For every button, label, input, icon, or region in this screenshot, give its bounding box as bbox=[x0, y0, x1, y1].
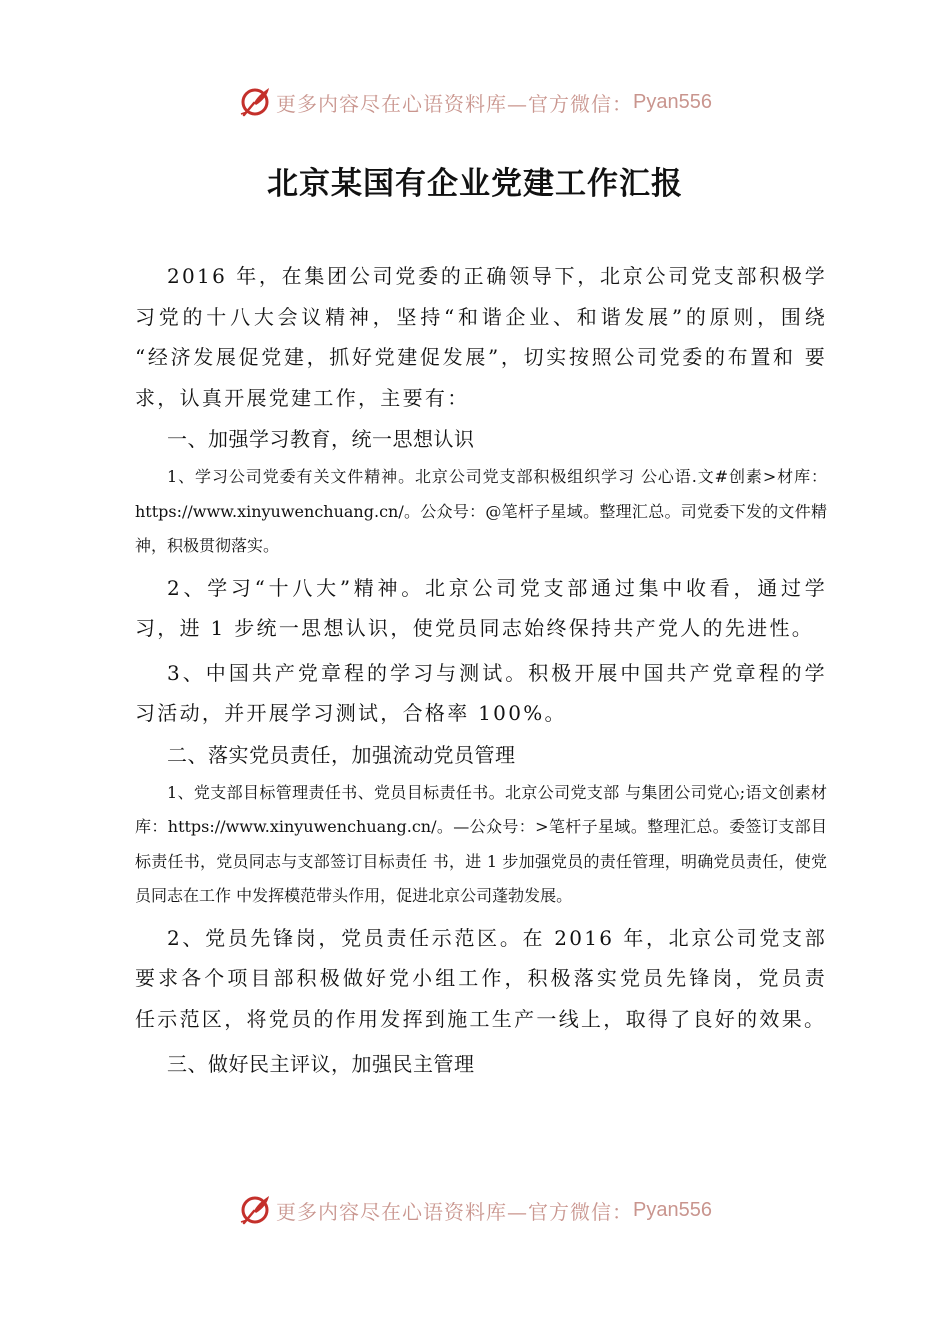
watermark-text: 更多内容尽在心语资料库—官方微信： bbox=[276, 91, 634, 116]
quill-logo-icon bbox=[238, 1193, 272, 1227]
document-title: 北京某国有企业党建工作汇报 bbox=[267, 166, 683, 202]
watermark-wechat-id: Pyan556 bbox=[633, 90, 712, 113]
watermark-wechat-id: Pyan556 bbox=[633, 1198, 712, 1221]
section-heading-1: 一、加强学习教育，统一思想认识 bbox=[167, 427, 475, 451]
section1-item1: 1、学习公司党委有关文件精神。北京公司党支部积极组织学习 公心语.文#创素>材库：https://www.xinyuwenchuang.cn/。公众号：@笔杆子星域。整理汇总。司党委下发的文件精神，积极贯彻落实。 bbox=[135, 467, 827, 555]
section-heading-3: 三、做好民主评议，加强民主管理 bbox=[167, 1052, 475, 1076]
section-heading-2: 二、落实党员责任，加强流动党员管理 bbox=[167, 742, 516, 767]
watermark-header bbox=[0, 82, 950, 122]
section1-item2: 2、学习“十八大”精神。北京公司党支部通过集中收看，通过学 习，进 1 步统一思想认识，使党员同志始终保持共产党人的先进性。 bbox=[135, 575, 827, 640]
section2-item2: 2、党员先锋岗，党员责任示范区。在 2016 年，北京公司党支部 要求各个项目部积极做好党小组工作，积极落实党员先锋岗，党员责 任示范区，将党员的作用发挥到施工生产一线上，取得了良好的效果。 bbox=[135, 925, 827, 1031]
watermark-text: 更多内容尽在心语资料库—官方微信： bbox=[276, 1199, 634, 1224]
quill-logo-icon bbox=[238, 85, 272, 119]
watermark-footer bbox=[0, 1190, 950, 1230]
intro-paragraph: 2016 年，在集团公司党委的正确领导下，北京公司党支部积极学 习党的十八大会议精神，坚持“和谐企业、和谐发展”的原则，围绕 “经济发展促党建，抓好党建促发展”，切实按照公司党委的布置和 要求，认真开展党建工作，主要有： bbox=[135, 264, 827, 410]
document-body bbox=[135, 256, 827, 1085]
section2-item1: 1、党支部目标管理责任书、党员目标责任书。北京公司党支部 与集团公司党心;语文创素材库：https://www.xinyuwenchuang.cn/。—公众号：>笔杆子星域。整理汇总。委签订支部目标责任书，党员同志与支部签订目标责任 书，进 1 步加强党员的责任管理，明确党员责任，使党员同志在工作 中发挥模范带头作用，促进北京公司蓬勃发展。 bbox=[135, 782, 827, 905]
section1-item3: 3、中国共产党章程的学习与测试。积极开展中国共产党章程的学习活动，并开展学习测试，合格率 100%。 bbox=[135, 660, 827, 725]
